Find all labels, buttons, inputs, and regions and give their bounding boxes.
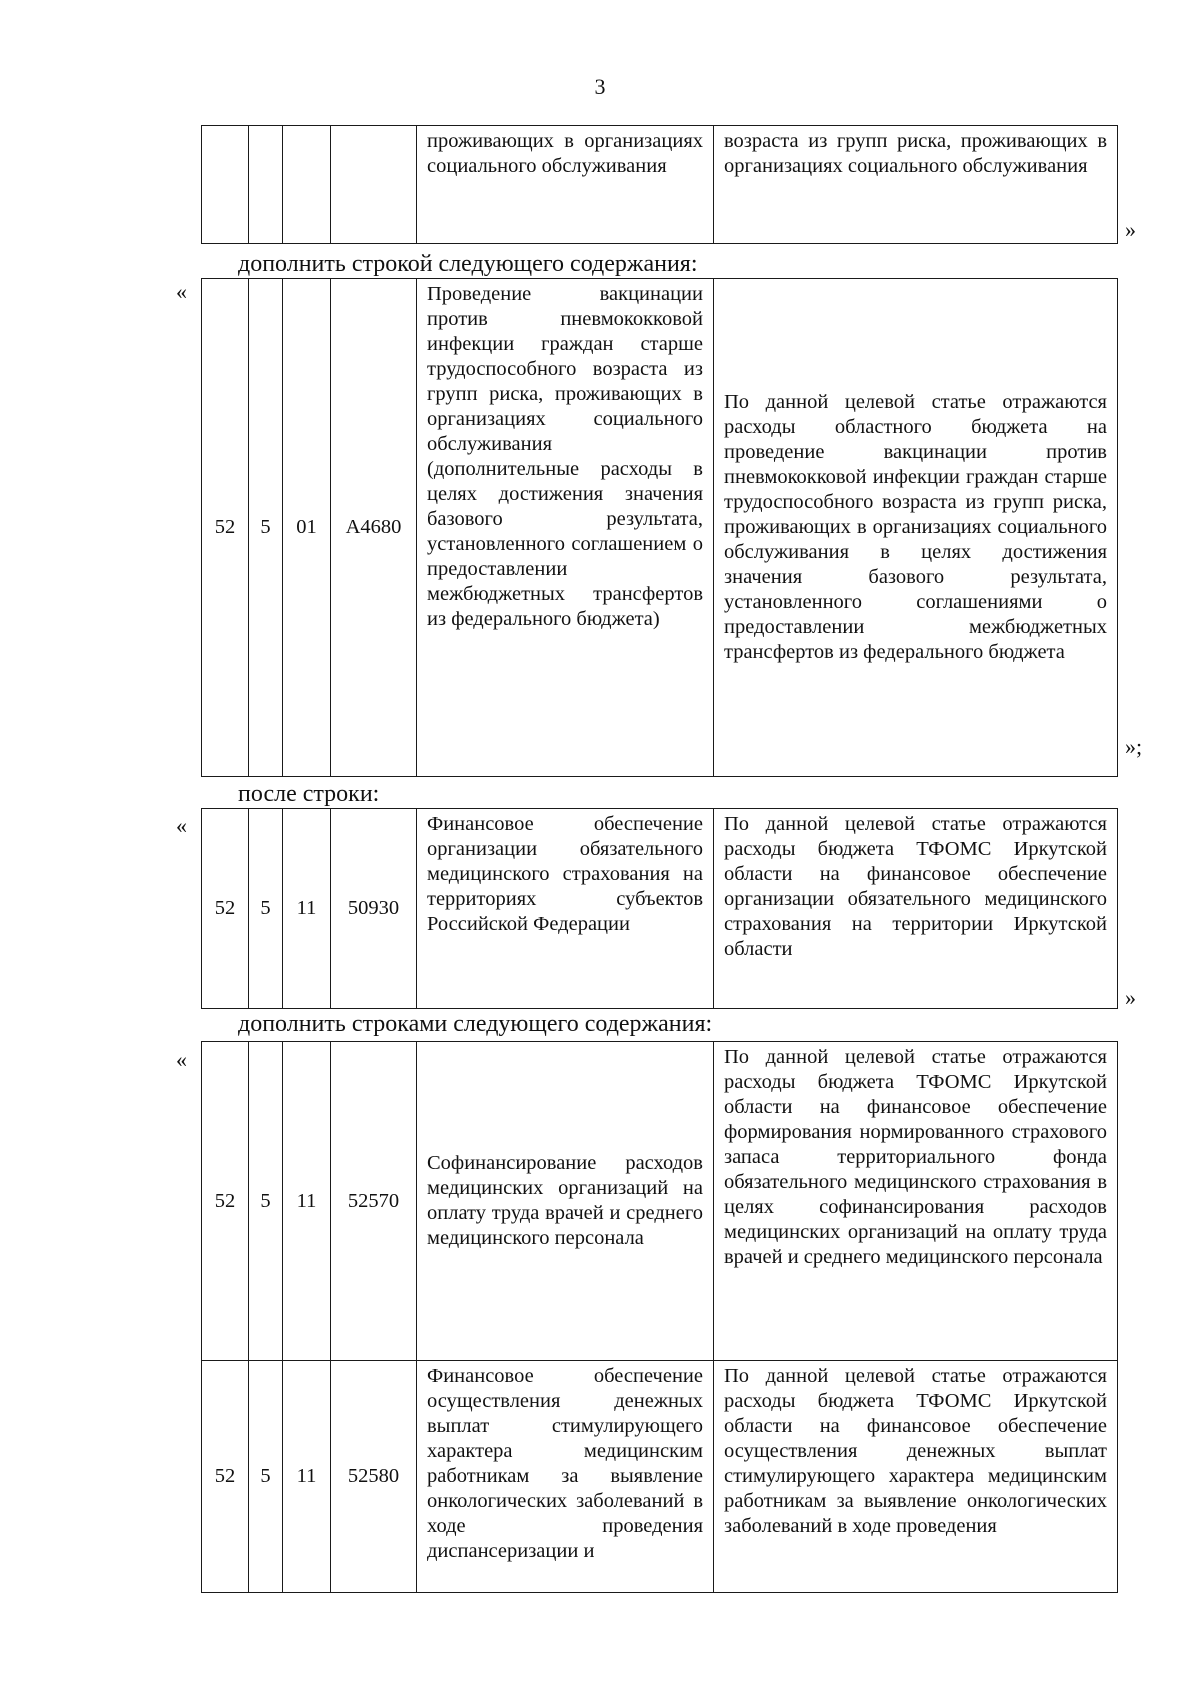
cell-program: 52	[202, 279, 249, 777]
cell-main-activity: 11	[283, 1361, 331, 1593]
cell-description: По данной целевой статье отражаются расходы бюджета ТФОМС Иркутской области на финансовое обеспечение осуществления денежных выплат стимулирующего характера медицинским работникам за выявление онкологических заболеваний в ходе проведения	[714, 1361, 1118, 1593]
table-block-52570-52580	[201, 1041, 1118, 1593]
closing-quote: »	[1125, 217, 1136, 242]
closing-quote: »;	[1125, 734, 1143, 759]
instruction-text: дополнить строками следующего содержания:	[238, 1011, 713, 1037]
cell-subprogram: 5	[249, 809, 283, 1009]
cell-description: По данной целевой статье отражаются расходы областного бюджета на проведение вакцинации против пневмококковой инфекции граждан старше трудоспособного возраста из групп риска, проживающих в организациях социального обслуживания в целях достижения значения базового результата, установленного соглашениями о предоставлении межбюджетных трансфертов из федерального бюджета	[714, 279, 1118, 777]
cell-main-activity	[283, 126, 331, 244]
cell-program: 52	[202, 809, 249, 1009]
cell-description: возраста из групп риска, проживающих в организациях социального обслуживания	[714, 126, 1118, 244]
opening-quote: «	[176, 1047, 187, 1072]
table-row	[202, 1042, 1118, 1361]
cell-main-activity: 11	[283, 809, 331, 1009]
table-continuation	[201, 125, 1118, 244]
opening-quote: «	[176, 279, 187, 304]
cell-program: 52	[202, 1042, 249, 1361]
cell-main-activity: 01	[283, 279, 331, 777]
cell-direction: 52570	[331, 1042, 417, 1361]
cell-direction: А4680	[331, 279, 417, 777]
cell-name: Финансовое обеспечение осуществления денежных выплат стимулирующего характера медицинским работникам за выявление онкологических заболеваний в ходе проведения диспансеризации и	[417, 1361, 714, 1593]
table-row	[202, 126, 1118, 244]
cell-main-activity: 11	[283, 1042, 331, 1361]
cell-direction: 52580	[331, 1361, 417, 1593]
cell-subprogram: 5	[249, 1042, 283, 1361]
cell-name: Проведение вакцинации против пневмококковой инфекции граждан старше трудоспособного возраста из групп риска, проживающих в организациях социального обслуживания (дополнительные расходы в целях достижения значения базового результата, установленного соглашением о предоставлении межбюджетных трансфертов из федерального бюджета)	[417, 279, 714, 777]
cell-description: По данной целевой статье отражаются расходы бюджета ТФОМС Иркутской области на финансовое обеспечение формирования нормированного страхового запаса территориального фонда обязательного медицинского страхования в целях софинансирования расходов медицинских организаций на оплату труда врачей и среднего медицинского персонала	[714, 1042, 1118, 1361]
cell-program	[202, 126, 249, 244]
table-row	[202, 809, 1118, 1009]
cell-name: проживающих в организациях социального обслуживания	[417, 126, 714, 244]
cell-subprogram	[249, 126, 283, 244]
cell-direction	[331, 126, 417, 244]
cell-program: 52	[202, 1361, 249, 1593]
cell-subprogram: 5	[249, 1361, 283, 1593]
table-block-a4680	[201, 278, 1118, 777]
table-block-50930	[201, 808, 1118, 1009]
instruction-text: дополнить строкой следующего содержания:	[238, 251, 698, 277]
cell-direction: 50930	[331, 809, 417, 1009]
closing-quote: »	[1125, 985, 1136, 1010]
table-row	[202, 1361, 1118, 1593]
instruction-text: после строки:	[238, 781, 380, 807]
cell-name: Финансовое обеспечение организации обязательного медицинского страхования на территориях субъектов Российской Федерации	[417, 809, 714, 1009]
opening-quote: «	[176, 813, 187, 838]
cell-subprogram: 5	[249, 279, 283, 777]
page-number: 3	[594, 74, 606, 99]
table-row	[202, 279, 1118, 777]
cell-description: По данной целевой статье отражаются расходы бюджета ТФОМС Иркутской области на финансовое обеспечение организации обязательного медицинского страхования на территории Иркутской области	[714, 809, 1118, 1009]
cell-name: Софинансирование расходов медицинских организаций на оплату труда врачей и среднего медицинского персонала	[417, 1042, 714, 1361]
